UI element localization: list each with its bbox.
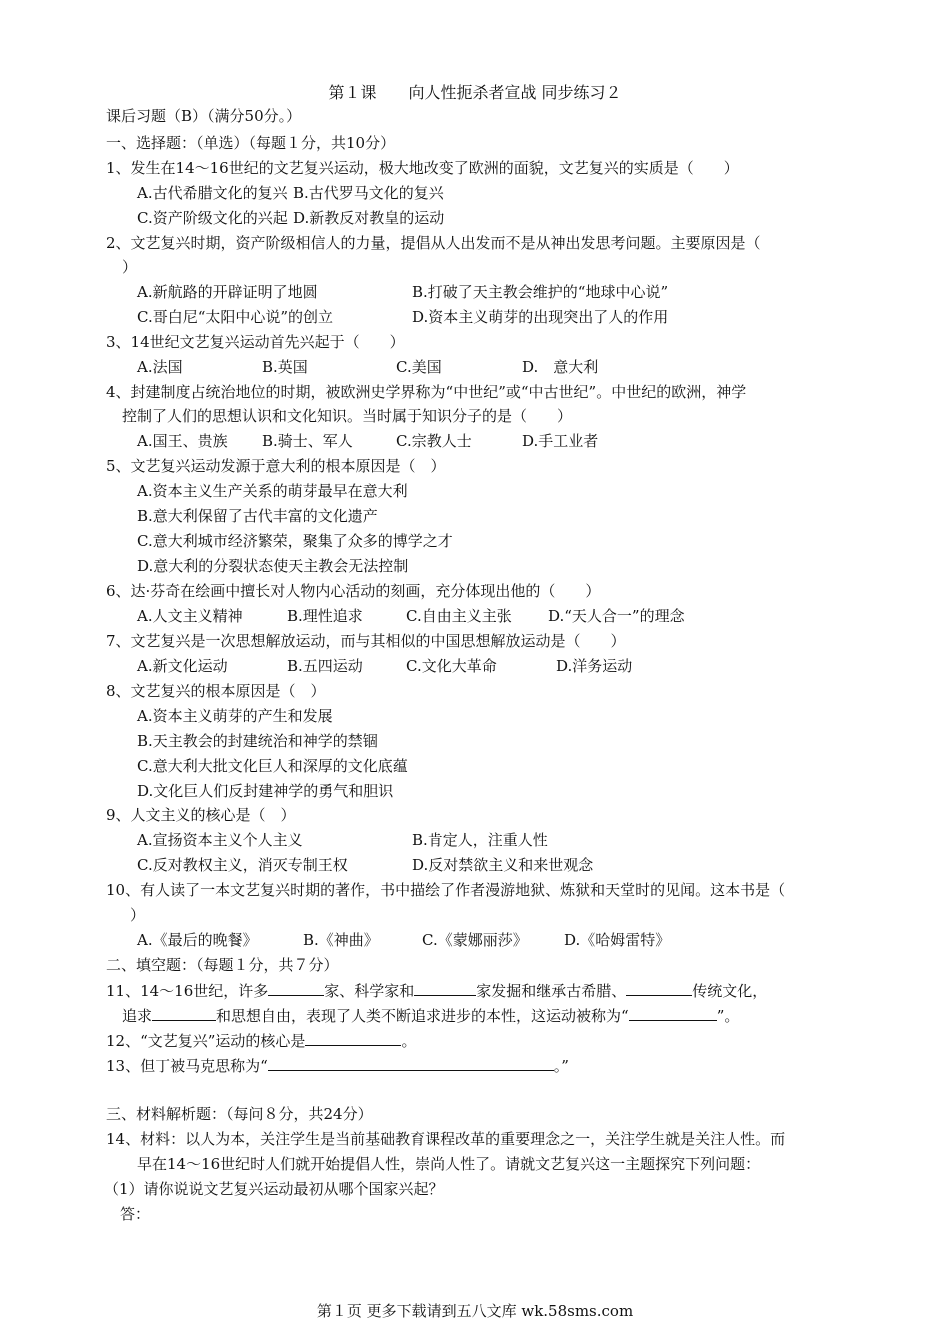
question-12-text-2: 。 xyxy=(401,1032,417,1050)
question-6-option-b: B.理性追求 xyxy=(287,607,363,625)
question-9-stem: 9、人文主义的核心是（ ） xyxy=(106,806,296,824)
question-1-stem: 1、发生在14～16世纪的文艺复兴运动，极大地改变了欧洲的面貌，文艺复兴的实质是（ ） xyxy=(106,159,739,177)
question-2-stem: 2、文艺复兴时期，资产阶级相信人的力量，提倡从人出发而不是从神出发思考问题。主要原因是（ xyxy=(106,234,761,252)
question-8-option-a: A.资本主义萌芽的产生和发展 xyxy=(137,707,333,725)
question-7-option-d: D.洋务运动 xyxy=(556,657,633,675)
question-13-text-2: 。” xyxy=(553,1057,569,1075)
section-heading-material: 三、材料解析题：（每问８分，共24分） xyxy=(106,1105,373,1123)
question-6-stem: 6、达·芬奇在绘画中擅长对人物内心活动的刻画，充分体现出他的（ ） xyxy=(106,582,601,600)
question-5-stem: 5、文艺复兴运动发源于意大利的根本原因是（ ） xyxy=(106,457,446,475)
question-7-option-a: A.新文化运动 xyxy=(137,657,228,675)
question-8-option-c: C.意大利大批文化巨人和深厚的文化底蕴 xyxy=(137,757,408,775)
answer-label: 答： xyxy=(120,1205,151,1223)
question-1-option-b: B.古代罗马文化的复兴 xyxy=(293,184,444,202)
question-10-stem: 10、有人读了一本文艺复兴时期的著作，书中描绘了作者漫游地狱、炼狱和天堂时的见闻。这本书是（ xyxy=(106,881,786,899)
section-heading-choice: 一、选择题：（单选）（每题１分，共10分） xyxy=(106,134,396,152)
question-14-subquestion-1: （1）请你说说文艺复兴运动最初从哪个国家兴起？ xyxy=(104,1180,444,1198)
question-9-option-c: C.反对教权主义，消灭专制王权 xyxy=(137,856,348,874)
question-4-option-c: C.宗教人士 xyxy=(396,432,472,450)
question-14-stem: 14、材料：以人为本，关注学生是当前基础教育课程改革的重要理念之一，关注学生就是关注人性。而 xyxy=(106,1130,786,1148)
question-2-option-b: B.打破了天主教会维护的“地球中心说” xyxy=(412,283,669,301)
question-7-option-c: C.文化大革命 xyxy=(406,657,497,675)
question-3-option-d: D. 意大利 xyxy=(522,358,599,376)
question-10-option-c: C.《蒙娜丽莎》 xyxy=(422,931,528,949)
question-7-stem: 7、文艺复兴是一次思想解放运动，而与其相似的中国思想解放运动是（ ） xyxy=(106,632,626,650)
question-9-option-a: A.宣扬资本主义个人主义 xyxy=(137,831,303,849)
answer-blank[interactable] xyxy=(626,980,692,996)
question-4-option-b: B.骑士、军人 xyxy=(262,432,353,450)
question-11-text-1: 11、14～16世纪，许多 xyxy=(106,982,269,1000)
question-11-text-6: 和思想自由，表现了人类不断追求进步的本性，这运动被称为“ xyxy=(216,1007,629,1025)
question-7-option-b: B.五四运动 xyxy=(287,657,363,675)
question-13-text-1: 13、但丁被马克思称为“ xyxy=(106,1057,268,1075)
question-12-line xyxy=(106,1030,416,1051)
question-8-stem: 8、文艺复兴的根本原因是（ ） xyxy=(106,682,326,700)
question-3-stem: 3、14世纪文艺复兴运动首先兴起于（ ） xyxy=(106,333,405,351)
answer-blank[interactable] xyxy=(629,1005,717,1021)
question-4-option-d: D.手工业者 xyxy=(522,432,599,450)
question-10-stem-cont: ） xyxy=(130,906,146,924)
question-10-option-b: B.《神曲》 xyxy=(303,931,379,949)
answer-blank[interactable] xyxy=(152,1005,216,1021)
question-5-option-c: C.意大利城市经济繁荣，聚集了众多的博学之才 xyxy=(137,532,453,550)
question-3-option-b: B.英国 xyxy=(262,358,308,376)
answer-blank[interactable] xyxy=(305,1030,401,1046)
question-6-option-d: D.“天人合一”的理念 xyxy=(548,607,685,625)
question-13-line xyxy=(106,1055,569,1076)
question-11-text-2: 家、科学家和 xyxy=(324,982,415,1000)
answer-blank[interactable] xyxy=(268,1055,554,1071)
question-11-text-3: 家发掘和继承古希腊、 xyxy=(476,982,627,1000)
question-9-option-d: D.反对禁欲主义和来世观念 xyxy=(412,856,594,874)
page-footer: 第１页 更多下载请到五八文库 wk.58sms.com xyxy=(316,1302,634,1320)
question-4-stem-cont: 控制了人们的思想认识和文化知识。当时属于知识分子的是（ ） xyxy=(122,407,573,425)
question-11-line-1 xyxy=(106,980,767,1001)
question-14-stem-cont: 早在14～16世纪时人们就开始提倡人性，崇尚人性了。请就文艺复兴这一主题探究下列问题： xyxy=(137,1155,761,1173)
question-3-option-c: C.美国 xyxy=(396,358,442,376)
question-10-option-d: D.《哈姆雷特》 xyxy=(564,931,671,949)
question-8-option-b: B.天主教会的封建统治和神学的禁锢 xyxy=(137,732,378,750)
question-5-option-d: D.意大利的分裂状态使天主教会无法控制 xyxy=(137,557,409,575)
question-6-option-a: A.人文主义精神 xyxy=(137,607,243,625)
page-title: 第１课 向人性扼杀者宣战 同步练习２ xyxy=(328,83,622,102)
question-6-option-c: C.自由主义主张 xyxy=(406,607,512,625)
question-4-stem: 4、封建制度占统治地位的时期，被欧洲史学界称为“中世纪”或“中古世纪”。中世纪的欧洲，神学 xyxy=(106,383,747,401)
question-12-text-1: 12、“文艺复兴”运动的核心是 xyxy=(106,1032,306,1050)
question-11-line-2 xyxy=(122,1005,739,1026)
question-1-option-c: C.资产阶级文化的兴起 xyxy=(137,209,288,227)
question-8-option-d: D.文化巨人们反封建神学的勇气和胆识 xyxy=(137,782,394,800)
question-5-option-a: A.资本主义生产关系的萌芽最早在意大利 xyxy=(137,482,408,500)
question-10-option-a: A.《最后的晚餐》 xyxy=(137,931,258,949)
question-1-option-d: D.新教反对教皇的运动 xyxy=(293,209,445,227)
question-11-text-5: 追求 xyxy=(122,1007,153,1025)
subtitle: 课后习题（B）（满分50分。） xyxy=(106,107,302,125)
question-11-text-4: 传统文化， xyxy=(692,982,768,1000)
question-1-option-a: A.古代希腊文化的复兴 xyxy=(137,184,288,202)
question-2-option-a: A.新航路的开辟证明了地圆 xyxy=(137,283,318,301)
question-5-option-b: B.意大利保留了古代丰富的文化遗产 xyxy=(137,507,378,525)
question-2-option-c: C.哥白尼“太阳中心说”的创立 xyxy=(137,308,334,326)
question-2-stem-cont: ） xyxy=(122,258,138,276)
answer-blank[interactable] xyxy=(414,980,476,996)
question-11-text-7: ”。 xyxy=(716,1007,740,1025)
question-3-option-a: A.法国 xyxy=(137,358,183,376)
question-9-option-b: B.肯定人，注重人性 xyxy=(412,831,548,849)
section-heading-fill: 二、填空题：（每题１分，共７分） xyxy=(106,956,339,974)
question-4-option-a: A.国王、贵族 xyxy=(137,432,228,450)
answer-blank[interactable] xyxy=(268,980,324,996)
question-2-option-d: D.资本主义萌芽的出现突出了人的作用 xyxy=(412,308,669,326)
